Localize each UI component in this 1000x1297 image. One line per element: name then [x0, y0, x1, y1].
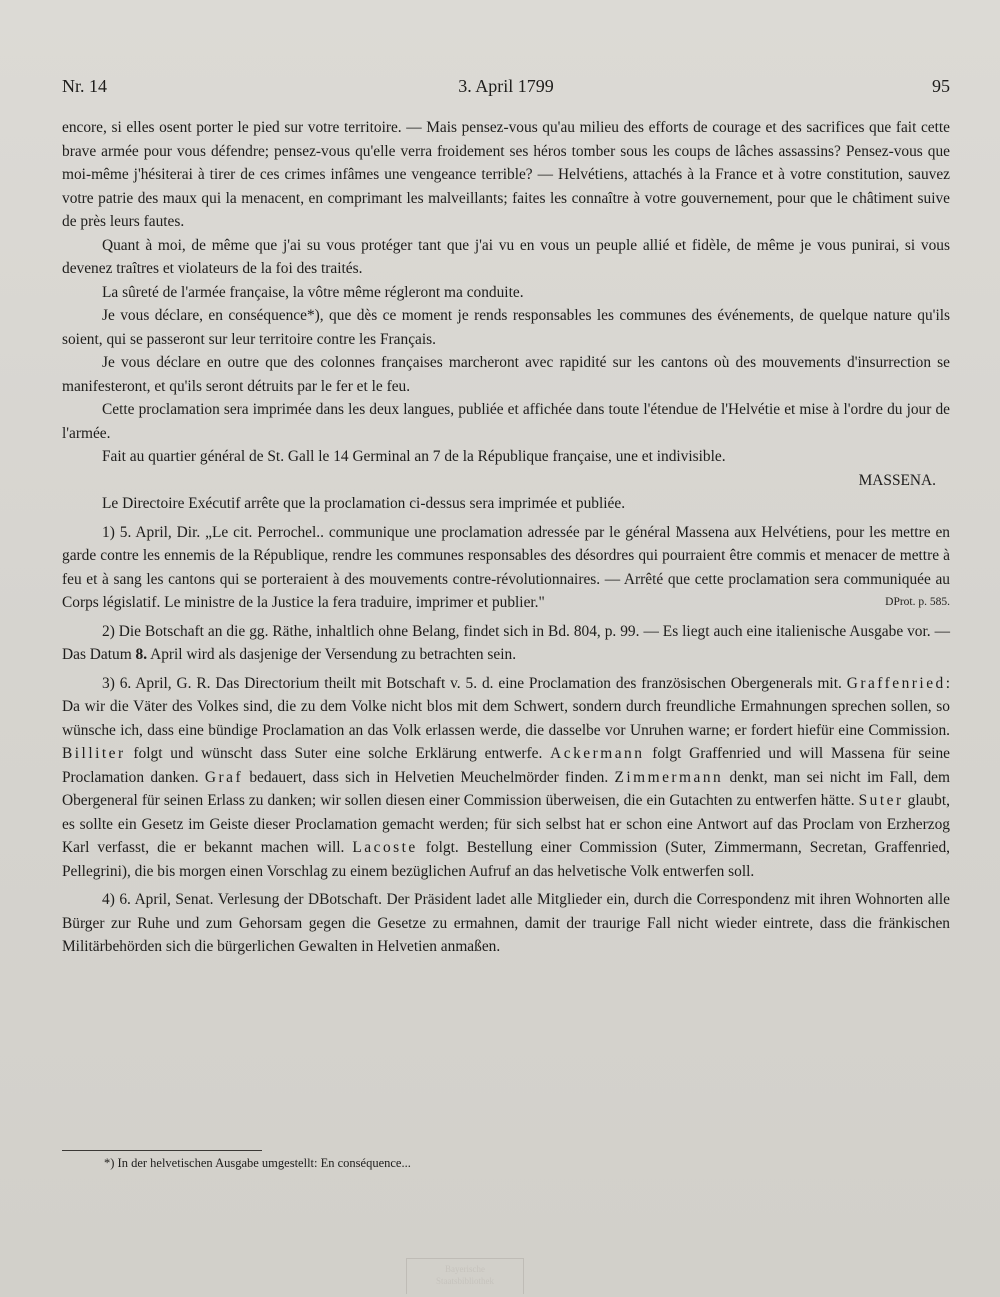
note-text: 3) 6. April, G. R. Das Directorium theilt mit Botschaft v. 5. d. eine Proclamation des französischen Obergenerals mit.	[102, 674, 847, 692]
paragraph-decree: Le Directoire Exécutif arrête que la proclamation ci-dessus sera imprimée et publiée.	[102, 495, 626, 512]
paragraph-dateline: Fait au quartier général de St. Gall le 14 Germinal an 7 de la République française, une et indivisible.	[102, 448, 726, 465]
stamp-line: Staatsbibliothek	[436, 1276, 494, 1286]
note-text: folgt. Bestellung einer Commission (Suter, Zimmermann, Secretan, Graffenried, Pellegrini), die bis morgen einen Vorschlag zu einem bezüglichen Aufruf an das helvetische Volk entwerfen soll.	[62, 839, 950, 880]
editorial-note-2	[62, 620, 950, 667]
page-number: 95	[932, 76, 950, 96]
note-text: 2) Die Botschaft an die gg. Räthe, inhaltlich ohne Belang, findet sich in Bd. 804, p. 99. — Es liegt auch eine italienische Ausgabe vor. — Das Datum	[62, 622, 950, 663]
paragraph: La sûreté de l'armée française, la vôtre même régleront ma conduite.	[102, 283, 524, 301]
speaker-name: Ackermann	[550, 745, 645, 762]
speaker-name: Lacoste	[352, 839, 418, 856]
protocol-reference: DProt. p. 585.	[885, 596, 950, 608]
note-text: bedauert, dass sich in Helvetien Meuchelmörder finden.	[243, 768, 615, 786]
editorial-note-3	[62, 672, 950, 884]
speaker-name: Zimmermann	[614, 768, 724, 786]
footnote: *) In der helvetischen Ausgabe umgestellt: En conséquence...	[104, 1156, 411, 1170]
editorial-note-4: 4) 6. April, Senat. Verlesung der DBotschaft. Der Präsident ladet alle Mitglieder ein, durch die Correspondenz mit ihren Wohnorten alle Bürger zur Ruhe und zum Gehorsam gegen die Gesetze zu ermahnen, damit der traurige Fall nicht wieder eintrete, dass die fränkischen Militärbehörden sich die bürgerlichen Gewalten in Helvetien anmaßen.	[62, 891, 950, 955]
note-text: denkt, man sei nicht im Fall, dem Obergeneral für seinen Erlass zu danken; wir sollen diesen einer Commission überweisen, die ein Gutachten zu entwerfen hätte.	[62, 768, 950, 809]
stamp-line: Bayerische	[445, 1264, 485, 1274]
date-emphasis: 8.	[135, 646, 148, 663]
paragraph: Cette proclamation sera imprimée dans les deux langues, publiée et affichée dans toute l'étendue de l'Helvétie et mise à l'ordre du jour de l'armée.	[62, 401, 950, 442]
header-date: 3. April 1799	[458, 76, 554, 96]
main-text	[62, 116, 950, 959]
editorial-note-1	[62, 521, 950, 615]
note-text: glaubt, es sollte ein Gesetz im Geiste dieser Proclamation gemacht werden; für sich selbst hat er schon eine Antwort auf das Proclam von Erzherzog Karl verfasst, die er bekannt machen will.	[62, 792, 950, 856]
note-text: : Da wir die Väter des Volkes sind, die zu dem Volke nicht blos mit dem Schwert, sondern durch freundliche Ermahnungen sprechen sollen, so wünsche ich, dass eine bündige Proclamation an das Volk erlassen werde, die dasselbe vor Unruhen warne; er fordert hiefür eine Commission.	[62, 674, 950, 739]
speaker-name: Billiter	[62, 745, 126, 762]
speaker-name: Suter	[858, 792, 904, 809]
footnote-rule	[62, 1150, 262, 1151]
issue-number: Nr. 14	[62, 76, 107, 96]
paragraph: Quant à moi, de même que j'ai su vous protéger tant que j'ai vu en vous un peuple allié et fidèle, de même je vous punirai, si vous devenez traîtres et violateurs de la foi des traités.	[62, 236, 950, 277]
note-text: 1) 5. April, Dir. „Le cit. Perrochel.. communique une proclamation adressée par le général Massena aux Helvétiens, pour les mettre en garde contre les ennemis de la République, rendre les communes responsables des désordres qui pourraient être commis et menacer de mettre à feu et à sang les cantons qui se porteraient à des mouvements contre-révolutionnaires. — Arrêté que cette proclamation sera communiquée au Corps législatif. Le ministre de la Justice la fera traduire, imprimer et publier."	[62, 523, 950, 611]
speaker-name: Graf	[204, 768, 244, 786]
running-header	[62, 76, 950, 100]
note-text: folgt und wünscht dass Suter eine solche Erklärung entwerfe.	[125, 745, 551, 762]
speaker-name: Graffenried	[846, 674, 946, 692]
paragraph: Je vous déclare en outre que des colonnes françaises marcheront avec rapidité sur les cantons où des mouvements d'insurrection se manifesteront, et qu'ils seront détruits par le fer et le feu.	[62, 354, 950, 395]
note-text: April wird als dasjenige der Versendung zu betrachten sein.	[147, 646, 517, 663]
paragraph-continuation: encore, si elles osent porter le pied sur votre territoire. — Mais pensez-vous qu'au milieu des efforts de courage et des sacrifices que fait cette brave armée pour vous défendre; pensez-vous qu'elle verra froidement ses héros tomber sous les coups de lâches assassins? Pensez-vous que moi-même j'hésiterai à tirer de ces crimes infâmes une vengeance terrible? — Helvétiens, attachés à la France et à votre constitution, sauvez votre patrie des maux qui la menacent, en comprimant les malveillants; faites les connaître à votre gouvernement, pour que le châtiment suive de près leurs fautes.	[62, 119, 950, 230]
signature: MASSENA.	[858, 471, 936, 489]
library-stamp	[406, 1258, 524, 1294]
paragraph: Je vous déclare, en conséquence*), que dès ce moment je rends responsables les communes des événements, de quelque nature qu'ils soient, qui se passeront sur leur territoire contre les Français.	[62, 307, 950, 348]
note-text: folgt Graffenried und will Massena für seine Proclamation danken.	[62, 745, 950, 786]
